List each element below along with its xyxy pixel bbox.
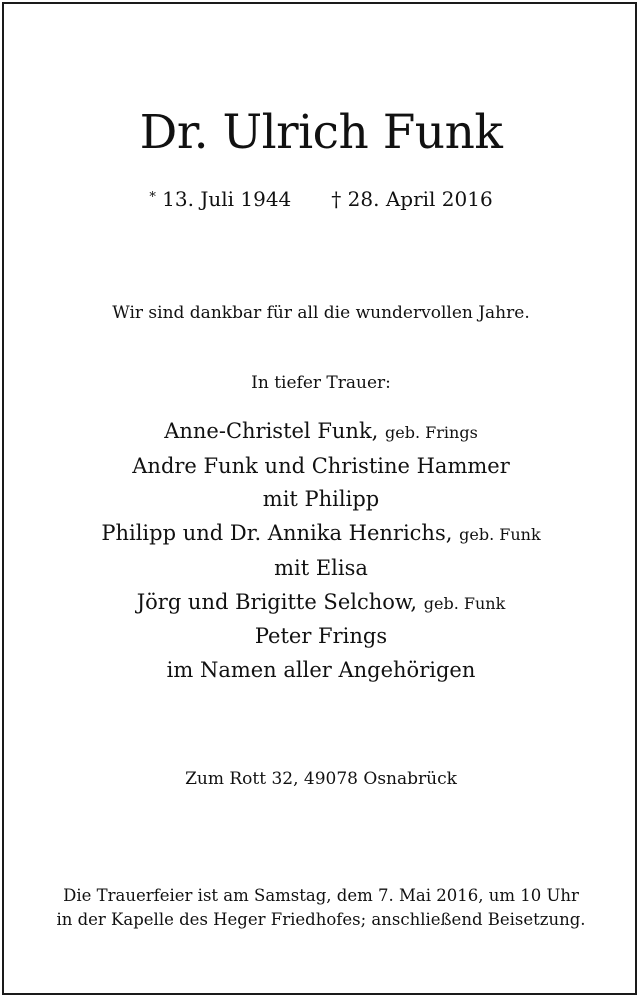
mourner-nee: geb. Frings [385, 423, 478, 442]
mourner-name: Anne-Christel Funk, [164, 419, 379, 443]
birth-date-text: 13. Juli 1944 [162, 187, 292, 211]
family-address: Zum Rott 32, 49078 Osnabrück [185, 769, 457, 789]
birth-star-symbol: * [149, 190, 156, 205]
death-cross-symbol: † [331, 187, 342, 211]
mourner-nee: geb. Funk [423, 593, 506, 613]
funeral-info-line: Die Trauerfeier ist am Samstag, dem 7. Mai 2016, um 10 Uhr [63, 886, 579, 905]
mourner-line [0, 586, 642, 621]
gratitude-quote: Wir sind dankbar für all die wundervollen Jahre. [112, 303, 530, 323]
funeral-info [0, 884, 642, 932]
mourner-line [0, 552, 642, 586]
mourner-name: Philipp und Dr. Annika Henrichs, [101, 521, 453, 546]
mourning-intro: In tiefer Trauer: [251, 373, 391, 393]
death-date-text: 28. April 2016 [347, 187, 493, 211]
mourner-name: Peter Frings [254, 624, 388, 649]
deceased-name: Dr. Ulrich Funk [139, 105, 503, 160]
mourner-name: Andre Funk und Christine Hammer [132, 453, 510, 478]
death-date [331, 187, 492, 211]
mourner-line [0, 654, 642, 688]
mourners-list [0, 415, 642, 688]
birth-date [149, 187, 291, 211]
mourner-line [0, 415, 642, 450]
mourner-line [0, 450, 642, 484]
mourner-line [0, 620, 642, 654]
mourner-name: Jörg und Brigitte Selchow, [136, 589, 418, 614]
mourner-nee: geb. Funk [459, 525, 541, 545]
mourner-name: mit Philipp [262, 487, 380, 512]
funeral-info-line: in der Kapelle des Heger Friedhofes; anschließend Beisetzung. [56, 910, 586, 929]
mourner-line [0, 517, 642, 552]
mourner-name: im Namen aller Angehörigen [166, 657, 476, 682]
life-dates [0, 185, 642, 212]
mourner-name: mit Elisa [274, 555, 368, 580]
mourner-line [0, 483, 642, 517]
